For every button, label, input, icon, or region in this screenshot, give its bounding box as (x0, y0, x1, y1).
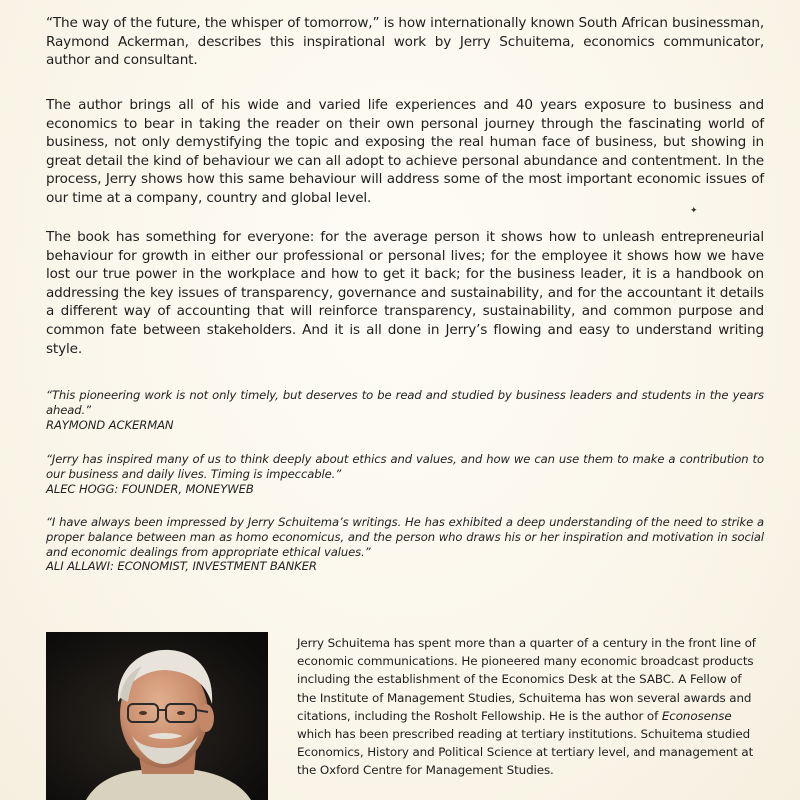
book-title: Econosense (661, 708, 732, 723)
endorsement-quote (46, 388, 764, 432)
bio-text-part1: Jerry Schuitema has spent more than a quarter of a century in the front line of economic communications. He pioneered many economic broadcast products including the establishment of the Economics Desk at the SABC. A Fellow of the Institute of Management Studies, Schuitema has won several awards and citations, including the Rosholt Fellowship. He is the author of (297, 636, 756, 723)
endorsement-quote (46, 515, 764, 574)
quote-author: ALI ALLAWI: ECONOMIST, INVESTMENT BANKER (46, 559, 317, 574)
quote-author: RAYMOND ACKERMAN (46, 417, 174, 432)
author-photo (46, 632, 268, 800)
quote-text: “Jerry has inspired many of us to think deeply about ethics and values, and how we can use them to make a contribution to our business and daily lives. Timing is impeccable.” (46, 452, 764, 481)
quote-text: “I have always been impressed by Jerry Schuitema’s writings. He has exhibited a deep understanding of the need to strike a proper balance between man as homo economicus, and the person who draws his or her inspiration and motivation in social and economic dealings from appropriate ethical values.” (46, 515, 764, 559)
endorsement-quote (46, 452, 764, 496)
author-bio (297, 634, 763, 780)
author-portrait-graphic (46, 632, 268, 800)
bio-text-part2: which has been prescribed reading at tertiary institutions. Schuitema studied Economics, History and Political Science at tertiary level, and management at the Oxford Centre for Management Studies. (297, 727, 754, 778)
print-speck: ✦ (690, 206, 698, 216)
audience-paragraph: The book has something for everyone: for the average person it shows how to unleash entrepreneurial behaviour for growth in either our professional or personal lives; for the employee it shows how we have lost our true power in the workplace and how to get it back; for the business leader, it is a handbook on addressing the key issues of transparency, governance and sustainability, and for the accountant it details a different way of accounting that will reinforce transparency, sustainability, and common purpose and common fate between stakeholders. And it is all done in Jerry’s flowing and easy to understand writing style. (46, 229, 764, 357)
quote-author: ALEC HOGG: FOUNDER, MONEYWEB (46, 481, 254, 496)
intro-paragraph: “The way of the future, the whisper of tomorrow,” is how internationally known South African businessman, Raymond Ackerman, describes this inspirational work by Jerry Schuitema, economics communicator, author and consultant. (46, 15, 764, 69)
quote-text: “This pioneering work is not only timely, but deserves to be read and studied by business leaders and students in the years ahead.” (46, 388, 764, 417)
author-experience-paragraph: The author brings all of his wide and varied life experiences and 40 years exposure to business and economics to bear in taking the reader on their own personal journey through the fascinating world of business, not only demystifying the topic and exposing the real human face of business, but showing in great detail the kind of behaviour we can all adopt to achieve personal abundance and contentment. In the process, Jerry shows how this same behaviour will address some of the most important economic issues of our time at a company, country and global level. (46, 97, 764, 206)
